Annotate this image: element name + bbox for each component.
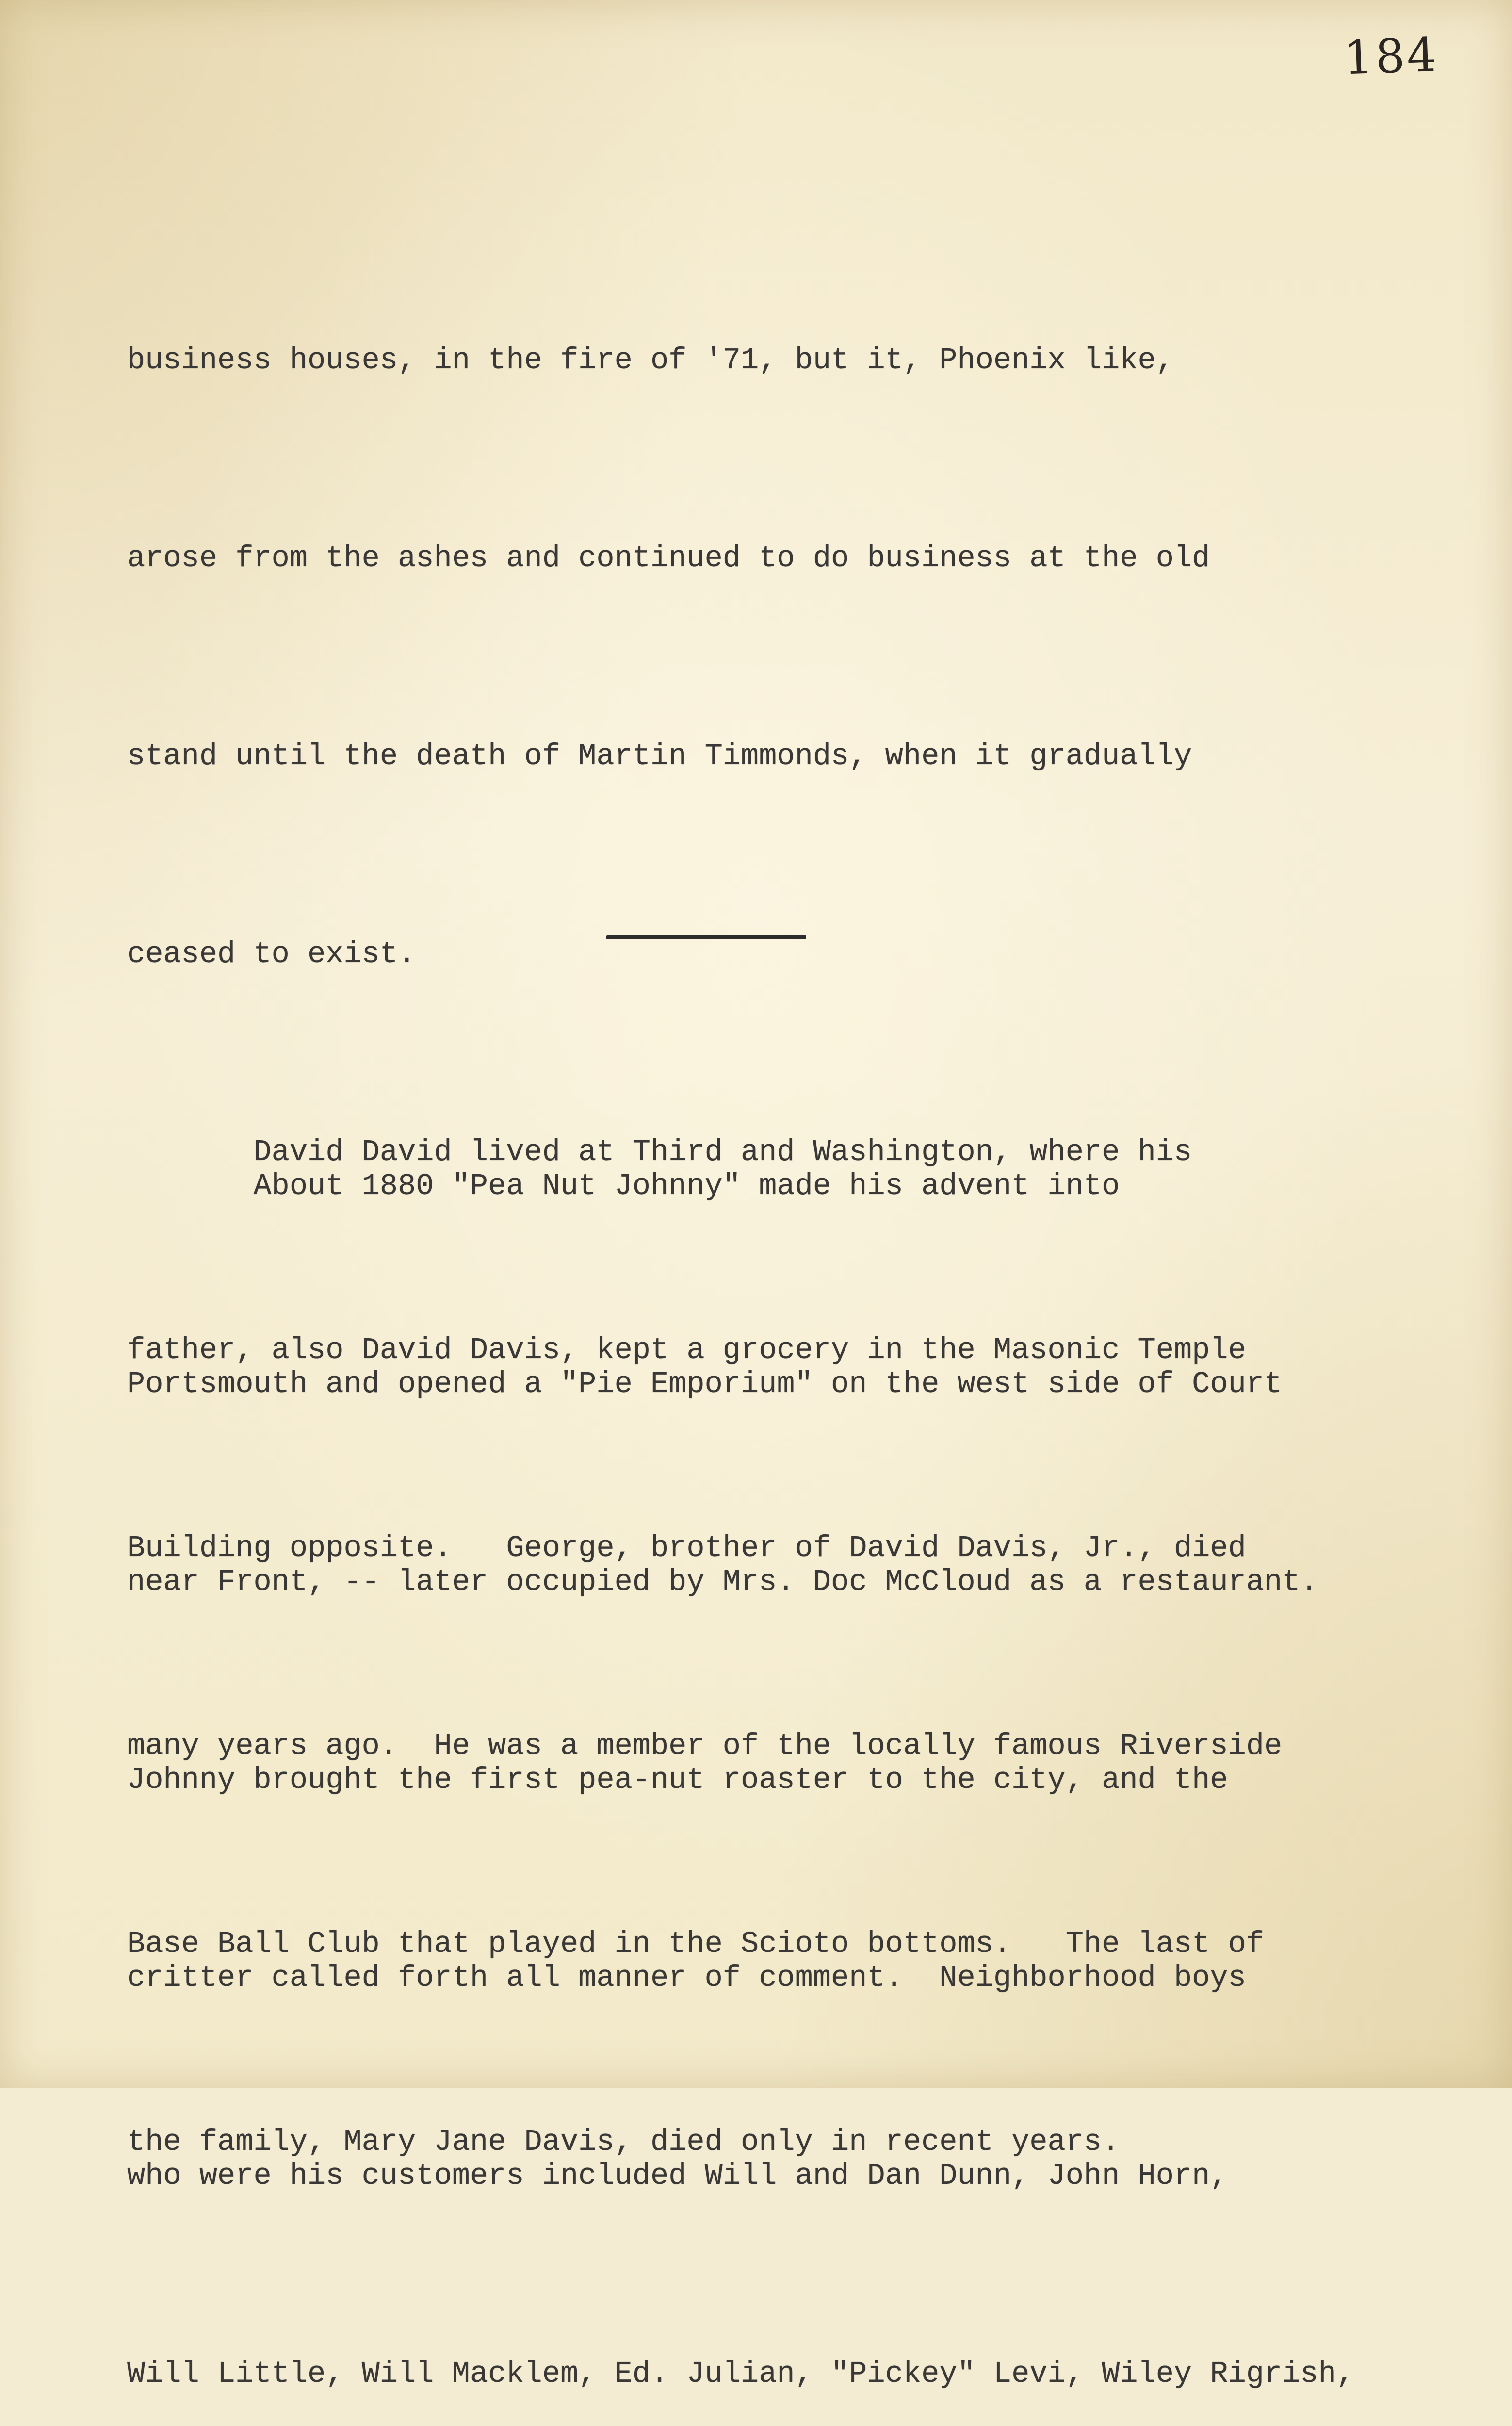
text-line: the family, Mary Jane Davis, died only in recent years. <box>127 2125 1120 2159</box>
text-line: David David lived at Third and Washington, where his <box>127 1135 1192 1169</box>
text-line: Building opposite. George, brother of David Davis, Jr., died <box>127 1531 1246 1565</box>
text-line: Johnny brought the first pea-nut roaster to the city, and the <box>127 1763 1228 1797</box>
text-line: many years ago. He was a member of the locally famous Riverside <box>127 1729 1283 1763</box>
text-line: About 1880 "Pea Nut Johnny" made his advent into <box>127 1169 1120 1203</box>
text-line: ceased to exist. <box>127 937 416 971</box>
page-number: 184 <box>1343 27 1440 85</box>
text-line: Base Ball Club that played in the Scioto bottoms. The last of <box>127 1927 1264 1961</box>
text-line: arose from the ashes and continued to do business at the old <box>127 541 1210 575</box>
section-divider <box>606 935 806 939</box>
text-line: critter called forth all manner of comment. Neighborhood boys <box>127 1961 1246 1995</box>
text-line: Portsmouth and opened a "Pie Emporium" on the west side of Court <box>127 1367 1283 1401</box>
text-line: stand until the death of Martin Timmonds, when it gradually <box>127 739 1192 773</box>
text-line: father, also David Davis, kept a grocery in the Masonic Temple <box>127 1333 1246 1367</box>
text-line: Will Little, Will Macklem, Ed. Julian, "Pickey" Levi, Wiley Rigrish, <box>127 2357 1355 2391</box>
text-line: near Front, -- later occupied by Mrs. Doc McCloud as a restaurant. <box>127 1565 1318 1599</box>
text-line: who were his customers included Will and Dan Dunn, John Horn, <box>127 2159 1228 2193</box>
paragraph-block-pea-nut-johnny <box>127 1021 1437 2426</box>
text-line: business houses, in the fire of '71, but it, Phoenix like, <box>127 343 1174 377</box>
